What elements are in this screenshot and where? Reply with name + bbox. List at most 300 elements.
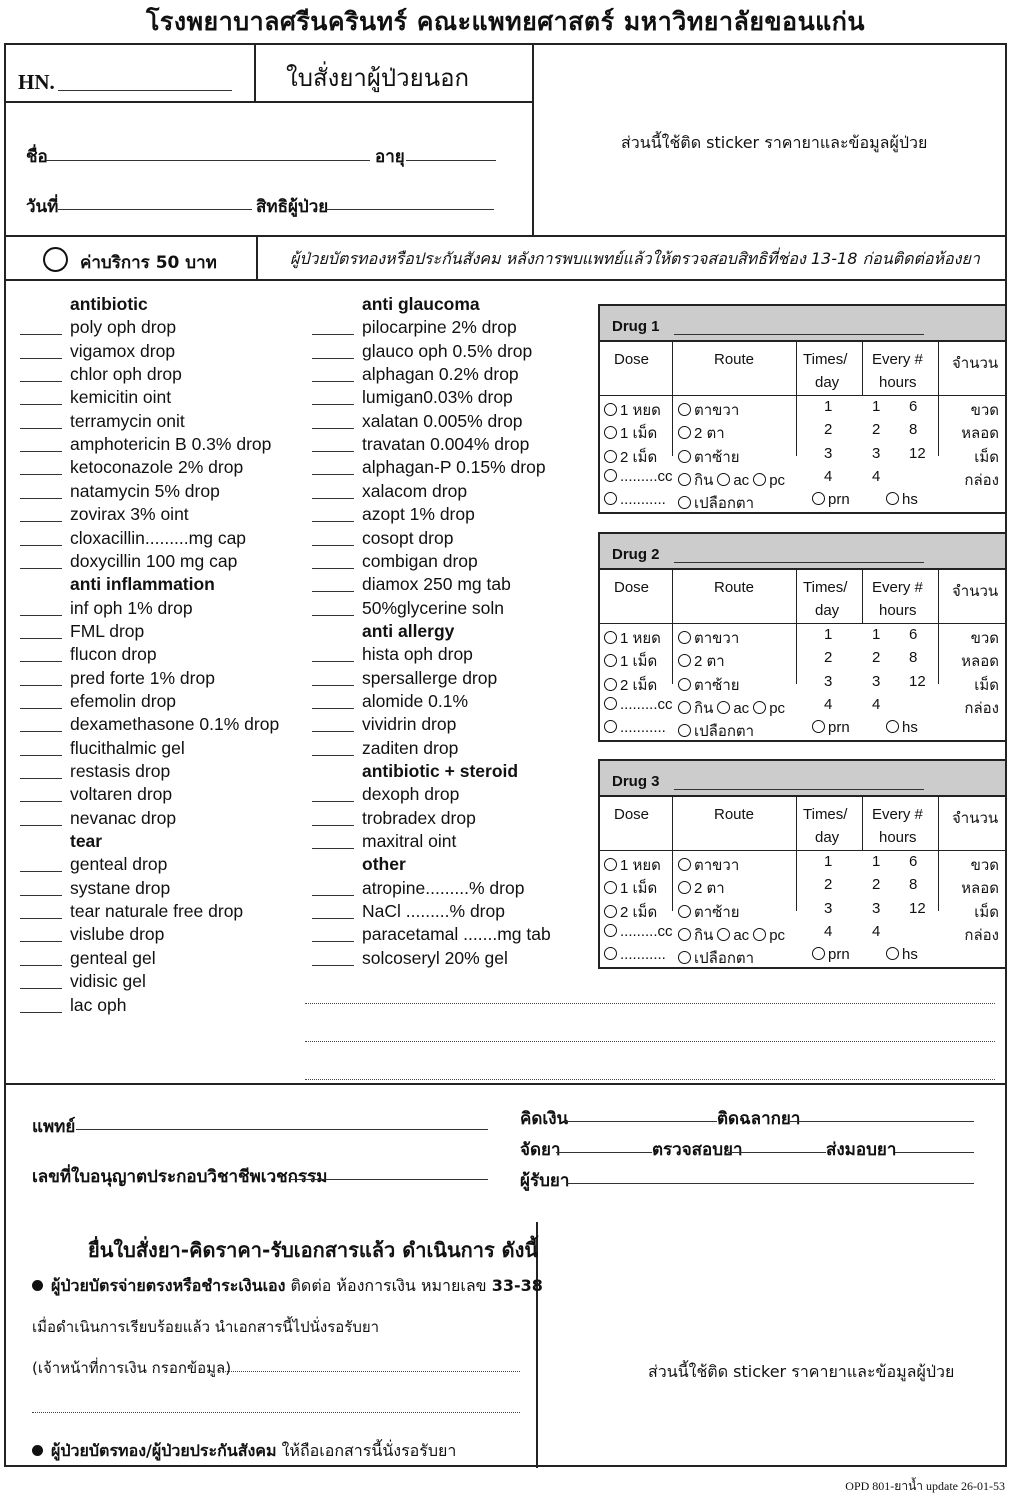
- route-text: เปลือกตา: [694, 495, 755, 513]
- med-name: maxitral oint: [362, 831, 457, 852]
- med-name: lumigan0.03% drop: [362, 387, 513, 408]
- route-text: กิน: [694, 926, 714, 944]
- every-value: 2: [872, 649, 881, 667]
- quantity-blank[interactable]: [20, 545, 62, 546]
- receiver-label: ผู้รับยา: [520, 1171, 570, 1191]
- drug-name-field[interactable]: [674, 789, 924, 790]
- prn-text: prn: [828, 719, 850, 737]
- dose-text: 2 เม็ด: [620, 676, 658, 694]
- times-value: 2: [824, 649, 833, 667]
- quantity-blank[interactable]: [312, 755, 354, 756]
- col-every-2: hours: [879, 829, 917, 846]
- quantity-blank[interactable]: [312, 498, 354, 499]
- quantity-blank[interactable]: [312, 965, 354, 966]
- qty-value: ขวด: [970, 857, 999, 874]
- prn-option[interactable]: [812, 491, 850, 508]
- quantity-blank[interactable]: [312, 474, 354, 475]
- quantity-blank[interactable]: [312, 685, 354, 686]
- date-label: วันที่: [26, 197, 59, 217]
- med-name: zaditen drop: [362, 737, 459, 758]
- qty-value: กล่อง: [964, 699, 999, 717]
- col-every: Every #: [872, 351, 923, 368]
- radio-icon[interactable]: [604, 924, 617, 937]
- radio-icon[interactable]: [812, 492, 825, 505]
- quantity-blank[interactable]: [312, 428, 354, 429]
- rights-field[interactable]: [326, 209, 494, 210]
- divider: [4, 235, 1007, 237]
- every-value: 1: [872, 398, 881, 415]
- every-value: 3: [872, 899, 881, 917]
- qty-value: เม็ด: [974, 448, 999, 466]
- col-route: Route: [714, 351, 755, 368]
- col-qty: จำนวน: [952, 810, 999, 827]
- radio-icon[interactable]: [604, 947, 617, 960]
- qty-value: หลอด: [961, 653, 999, 671]
- every-value: 3: [872, 444, 881, 462]
- radio-icon[interactable]: [604, 905, 617, 918]
- radio-icon[interactable]: [604, 469, 617, 482]
- col-qty: จำนวน: [952, 355, 999, 372]
- radio-icon[interactable]: [678, 496, 691, 509]
- quantity-blank[interactable]: [312, 334, 354, 335]
- med-name: dexoph drop: [362, 784, 460, 805]
- radio-icon[interactable]: [678, 881, 691, 894]
- dose-option[interactable]: [604, 626, 661, 650]
- quantity-blank[interactable]: [20, 941, 62, 942]
- date-field[interactable]: [58, 209, 252, 210]
- col-divider: [862, 340, 863, 396]
- dispense-field[interactable]: [556, 1152, 652, 1153]
- radio-icon[interactable]: [678, 426, 691, 439]
- price-field[interactable]: [565, 1121, 717, 1122]
- route-text: ตาซ้าย: [694, 676, 740, 694]
- radio-icon[interactable]: [678, 631, 691, 644]
- dose-option[interactable]: [604, 946, 666, 963]
- every-value: 4: [872, 695, 881, 713]
- quantity-blank[interactable]: [20, 474, 62, 475]
- divider: [4, 1083, 1007, 1085]
- instruction-line-3: (เจ้าหน้าที่การเงิน กรอกข้อมูล): [32, 1359, 232, 1377]
- med-name: chlor oph drop: [70, 364, 182, 385]
- col-divider: [938, 795, 939, 911]
- quantity-blank[interactable]: [20, 451, 62, 452]
- route-text: ตาซ้าย: [694, 448, 740, 466]
- radio-icon[interactable]: [604, 426, 617, 439]
- category-heading: anti glaucoma: [362, 294, 480, 314]
- route-text: ตาซ้าย: [694, 903, 740, 921]
- route-text: ตาขวา: [694, 402, 740, 419]
- route-option[interactable]: [678, 719, 754, 743]
- route-option[interactable]: [678, 421, 725, 445]
- col-every-2: hours: [879, 602, 917, 619]
- times-value: 4: [824, 922, 833, 940]
- finance-line-2[interactable]: [32, 1412, 520, 1413]
- med-name: alphagan-P 0.15% drop: [362, 457, 546, 478]
- note-line-1[interactable]: [305, 1003, 995, 1004]
- col-times: Times/: [803, 351, 848, 368]
- every-value: 4: [872, 922, 881, 940]
- name-field[interactable]: [46, 160, 370, 161]
- med-name: pred forte 1% drop: [70, 667, 215, 688]
- col-divider: [796, 795, 797, 911]
- med-name: trobradex drop: [362, 807, 476, 828]
- quantity-blank[interactable]: [312, 615, 354, 616]
- quantity-blank[interactable]: [312, 661, 354, 662]
- radio-icon[interactable]: [604, 450, 617, 463]
- med-name: voltaren drop: [70, 784, 173, 805]
- instruction-1-number: 33-38: [491, 1276, 543, 1295]
- col-times-2: day: [815, 374, 840, 391]
- med-name: terramycin onit: [70, 410, 185, 431]
- col-qty: จำนวน: [952, 583, 999, 600]
- radio-icon[interactable]: [604, 492, 617, 505]
- radio-icon[interactable]: [886, 492, 899, 505]
- route-text: ตาขวา: [694, 857, 740, 874]
- times-value: 2: [824, 876, 833, 894]
- dose-option[interactable]: [604, 398, 661, 422]
- quantity-blank[interactable]: [312, 358, 354, 359]
- dose-option[interactable]: [604, 876, 657, 900]
- hs-option[interactable]: [886, 719, 918, 736]
- med-name: pilocarpine 2% drop: [362, 317, 517, 338]
- times-value: 1: [824, 398, 833, 415]
- dose-text: 1 หยด: [620, 630, 661, 647]
- category-heading: anti inflammation: [70, 574, 215, 595]
- quantity-blank[interactable]: [312, 404, 354, 405]
- med-name: cosopt drop: [362, 527, 454, 548]
- med-name: poly oph drop: [70, 317, 177, 338]
- route-text: กิน: [694, 699, 714, 717]
- quantity-blank[interactable]: [20, 731, 62, 732]
- row-divider: [600, 850, 1005, 851]
- hospital-header: โรงพยาบาลศรีนครินทร์ คณะแพทยศาสตร์ มหาวิทยาลัยขอนแก่น: [146, 7, 865, 36]
- col-every: Every #: [872, 579, 923, 596]
- quantity-blank[interactable]: [20, 615, 62, 616]
- radio-icon[interactable]: [812, 720, 825, 733]
- route-text: กิน: [694, 471, 714, 489]
- med-name: tear naturale free drop: [70, 901, 244, 922]
- route-option[interactable]: [678, 673, 740, 697]
- dose-text: ...........: [620, 719, 666, 737]
- dose-text: 1 เม็ด: [620, 880, 658, 898]
- radio-icon[interactable]: [678, 928, 691, 941]
- drug-name-field[interactable]: [674, 562, 924, 563]
- radio-icon[interactable]: [678, 905, 691, 918]
- quantity-blank[interactable]: [20, 685, 62, 686]
- doctor-field[interactable]: [76, 1129, 488, 1130]
- col-times: Times/: [803, 806, 848, 823]
- every-value-2: 6: [909, 853, 918, 870]
- col-dose: Dose: [614, 351, 650, 368]
- drug-table: [598, 759, 1007, 969]
- route-option[interactable]: [678, 491, 754, 515]
- deliver-field[interactable]: [895, 1152, 974, 1153]
- med-name: solcoseryl 20% gel: [362, 947, 508, 968]
- dose-option[interactable]: [604, 491, 666, 508]
- every-value: 1: [872, 626, 881, 643]
- hs-text: hs: [902, 719, 918, 737]
- col-divider: [796, 340, 797, 456]
- quantity-blank[interactable]: [20, 404, 62, 405]
- col-divider: [672, 568, 673, 684]
- dose-option[interactable]: [604, 853, 661, 877]
- radio-icon[interactable]: [678, 951, 691, 964]
- radio-icon[interactable]: [717, 473, 730, 486]
- qty-value: กล่อง: [964, 926, 999, 944]
- col-divider: [862, 568, 863, 624]
- times-value: 1: [824, 626, 833, 643]
- times-value: 1: [824, 853, 833, 870]
- med-name: restasis drop: [70, 761, 171, 781]
- route-option[interactable]: [678, 900, 740, 924]
- quantity-blank[interactable]: [20, 521, 62, 522]
- age-field[interactable]: [406, 160, 496, 161]
- every-value-2: 8: [909, 876, 918, 894]
- row-divider: [600, 395, 1005, 396]
- note-line-2[interactable]: [305, 1041, 995, 1042]
- check-field[interactable]: [728, 1152, 826, 1153]
- dose-text: 1 หยด: [620, 857, 661, 874]
- category-heading: other: [362, 854, 406, 875]
- med-name: ketoconazole 2% drop: [70, 457, 244, 478]
- route-text: ตาขวา: [694, 630, 740, 647]
- route-option[interactable]: [678, 853, 739, 877]
- note-line-3[interactable]: [305, 1079, 995, 1080]
- qty-value: หลอด: [961, 425, 999, 443]
- quantity-blank[interactable]: [20, 1012, 62, 1013]
- radio-icon[interactable]: [717, 928, 730, 941]
- route-text: pc: [769, 699, 786, 717]
- qty-value: ขวด: [970, 402, 999, 419]
- dose-option[interactable]: [604, 649, 657, 673]
- quantity-blank[interactable]: [312, 941, 354, 942]
- quantity-blank[interactable]: [20, 755, 62, 756]
- radio-icon[interactable]: [604, 678, 617, 691]
- med-name: vislube drop: [70, 924, 165, 945]
- every-value-2: 8: [909, 421, 918, 439]
- quantity-blank[interactable]: [20, 801, 62, 802]
- quantity-blank[interactable]: [20, 895, 62, 896]
- col-dose: Dose: [614, 806, 650, 823]
- quantity-blank[interactable]: [20, 661, 62, 662]
- quantity-blank[interactable]: [312, 521, 354, 522]
- radio-icon[interactable]: [678, 450, 691, 463]
- drug-table-header: [600, 534, 1005, 570]
- radio-icon[interactable]: [678, 654, 691, 667]
- name-label: ชื่อ: [26, 147, 48, 167]
- times-value: 3: [824, 899, 833, 917]
- route-text: 2 ตา: [694, 425, 725, 443]
- route-option[interactable]: [678, 626, 739, 650]
- route-option[interactable]: [678, 398, 739, 422]
- med-name: xalatan 0.005% drop: [362, 410, 523, 431]
- hs-option[interactable]: [886, 946, 918, 963]
- quantity-blank[interactable]: [312, 731, 354, 732]
- quantity-blank[interactable]: [20, 778, 62, 779]
- prn-option[interactable]: [812, 946, 850, 963]
- dose-option[interactable]: [604, 468, 673, 485]
- route-option[interactable]: [678, 445, 740, 469]
- quantity-blank[interactable]: [20, 498, 62, 499]
- every-value-2: 8: [909, 649, 918, 667]
- quantity-blank[interactable]: [312, 568, 354, 569]
- radio-icon[interactable]: [678, 858, 691, 871]
- med-name: alomide 0.1%: [362, 690, 469, 711]
- label-label: ติดฉลากยา: [717, 1109, 801, 1129]
- radio-icon[interactable]: [886, 720, 899, 733]
- quantity-blank[interactable]: [20, 825, 62, 826]
- dose-text: 1 เม็ด: [620, 653, 658, 671]
- dose-option[interactable]: [604, 923, 673, 940]
- dose-option[interactable]: [604, 421, 657, 445]
- med-name: zovirax 3% oint: [70, 504, 189, 525]
- category-heading: antibiotic + steroid: [362, 761, 519, 781]
- dose-option[interactable]: [604, 719, 666, 736]
- col-every: Every #: [872, 806, 923, 823]
- prn-option[interactable]: [812, 719, 850, 736]
- radio-icon[interactable]: [604, 697, 617, 710]
- qty-value: ขวด: [970, 630, 999, 647]
- license-field[interactable]: [291, 1179, 488, 1180]
- times-value: 3: [824, 672, 833, 690]
- dose-text: ...........: [620, 946, 666, 964]
- every-value: 4: [872, 467, 881, 485]
- dose-text: ...........: [620, 491, 666, 509]
- dose-option[interactable]: [604, 445, 657, 469]
- col-dose: Dose: [614, 579, 650, 596]
- divider: [4, 101, 534, 103]
- route-option[interactable]: [678, 696, 789, 720]
- radio-icon[interactable]: [604, 403, 617, 416]
- sticker-note-bottom: ส่วนนี้ใช้ติด sticker ราคายาและข้อมูลผู้ป่วย: [648, 1362, 955, 1381]
- radio-icon[interactable]: [717, 701, 730, 714]
- route-text: ac: [733, 926, 750, 944]
- label-field[interactable]: [790, 1121, 974, 1122]
- quantity-blank[interactable]: [20, 871, 62, 872]
- license-label: เลขที่ใบอนุญาตประกอบวิชาชีพเวชกรรม: [32, 1167, 328, 1187]
- radio-icon[interactable]: [678, 701, 691, 714]
- radio-icon[interactable]: [678, 403, 691, 416]
- quantity-blank[interactable]: [20, 638, 62, 639]
- route-option[interactable]: [678, 946, 754, 970]
- radio-icon[interactable]: [678, 724, 691, 737]
- quantity-blank[interactable]: [312, 895, 354, 896]
- med-name: diamox 250 mg tab: [362, 574, 511, 595]
- qty-value: เม็ด: [974, 903, 999, 921]
- quantity-blank[interactable]: [20, 965, 62, 966]
- quantity-blank[interactable]: [20, 358, 62, 359]
- hs-option[interactable]: [886, 491, 918, 508]
- quantity-blank[interactable]: [312, 825, 354, 826]
- quantity-blank[interactable]: [20, 334, 62, 335]
- med-name: spersallerge drop: [362, 667, 498, 688]
- drug-name-field[interactable]: [674, 334, 924, 335]
- radio-icon[interactable]: [604, 881, 617, 894]
- radio-icon[interactable]: [753, 701, 766, 714]
- med-name: combigan drop: [362, 550, 478, 571]
- route-option[interactable]: [678, 649, 725, 673]
- quantity-blank[interactable]: [20, 428, 62, 429]
- col-times-2: day: [815, 602, 840, 619]
- radio-icon[interactable]: [678, 678, 691, 691]
- quantity-blank[interactable]: [20, 918, 62, 919]
- service-fee-label: ค่าบริการ 50 บาท: [80, 253, 217, 273]
- drug-title: Drug 3: [612, 773, 660, 790]
- dose-option[interactable]: [604, 900, 657, 924]
- med-name: atropine.........% drop: [362, 877, 525, 898]
- quantity-blank[interactable]: [20, 568, 62, 569]
- med-name: doxycillin 100 mg cap: [70, 550, 238, 571]
- instruction-1-bold: ผู้ป่วยบัตรจ่ายตรงหรือชำระเงินเอง: [51, 1276, 286, 1295]
- med-name: alphagan 0.2% drop: [362, 364, 519, 385]
- med-name: dexamethasone 0.1% drop: [70, 714, 280, 735]
- quantity-blank[interactable]: [20, 988, 62, 989]
- quantity-blank[interactable]: [312, 591, 354, 592]
- every-value-2: 12: [909, 672, 926, 690]
- quantity-blank[interactable]: [20, 708, 62, 709]
- route-option[interactable]: [678, 923, 789, 947]
- med-name: flucon drop: [70, 644, 157, 665]
- radio-icon[interactable]: [753, 473, 766, 486]
- radio-icon[interactable]: [678, 473, 691, 486]
- dose-text: 1 เม็ด: [620, 425, 658, 443]
- hn-field[interactable]: [58, 90, 232, 91]
- qty-value: เม็ด: [974, 676, 999, 694]
- divider: [4, 279, 1007, 281]
- instructions-heading: ยื่นใบสั่งยา-คิดราคา-รับเอกสารแล้ว ดำเนินการ ดังนี้: [88, 1238, 539, 1262]
- radio-icon[interactable]: [812, 947, 825, 960]
- col-route: Route: [714, 806, 755, 823]
- quantity-blank[interactable]: [312, 848, 354, 849]
- med-name: glauco oph 0.5% drop: [362, 340, 533, 361]
- quantity-blank[interactable]: [312, 708, 354, 709]
- med-name: cloxacillin.........mg cap: [70, 527, 247, 548]
- divider: [254, 43, 256, 103]
- finance-line-1[interactable]: [222, 1371, 520, 1372]
- quantity-blank[interactable]: [312, 801, 354, 802]
- radio-icon[interactable]: [886, 947, 899, 960]
- route-text: ac: [733, 471, 750, 489]
- col-divider: [796, 568, 797, 684]
- radio-icon[interactable]: [753, 928, 766, 941]
- med-name: 50%glycerine soln: [362, 597, 505, 618]
- radio-icon[interactable]: [604, 654, 617, 667]
- route-option[interactable]: [678, 876, 725, 900]
- dose-option[interactable]: [604, 696, 673, 713]
- radio-icon[interactable]: [604, 631, 617, 644]
- dose-text: .........cc: [620, 695, 673, 713]
- dose-option[interactable]: [604, 673, 657, 697]
- quantity-blank[interactable]: [312, 545, 354, 546]
- receiver-field[interactable]: [566, 1183, 974, 1184]
- quantity-blank[interactable]: [20, 381, 62, 382]
- service-fee-radio[interactable]: [43, 247, 68, 272]
- every-value: 1: [872, 853, 881, 870]
- times-value: 4: [824, 695, 833, 713]
- times-value: 3: [824, 444, 833, 462]
- qty-value: กล่อง: [964, 471, 999, 489]
- radio-icon[interactable]: [604, 858, 617, 871]
- quantity-blank[interactable]: [312, 451, 354, 452]
- quantity-blank[interactable]: [312, 918, 354, 919]
- med-name: hista oph drop: [362, 644, 473, 665]
- drug-table: [598, 304, 1007, 514]
- radio-icon[interactable]: [604, 720, 617, 733]
- route-option[interactable]: [678, 468, 789, 492]
- med-name: FML drop: [70, 620, 145, 641]
- quantity-blank[interactable]: [312, 381, 354, 382]
- med-name: nevanac drop: [70, 807, 177, 828]
